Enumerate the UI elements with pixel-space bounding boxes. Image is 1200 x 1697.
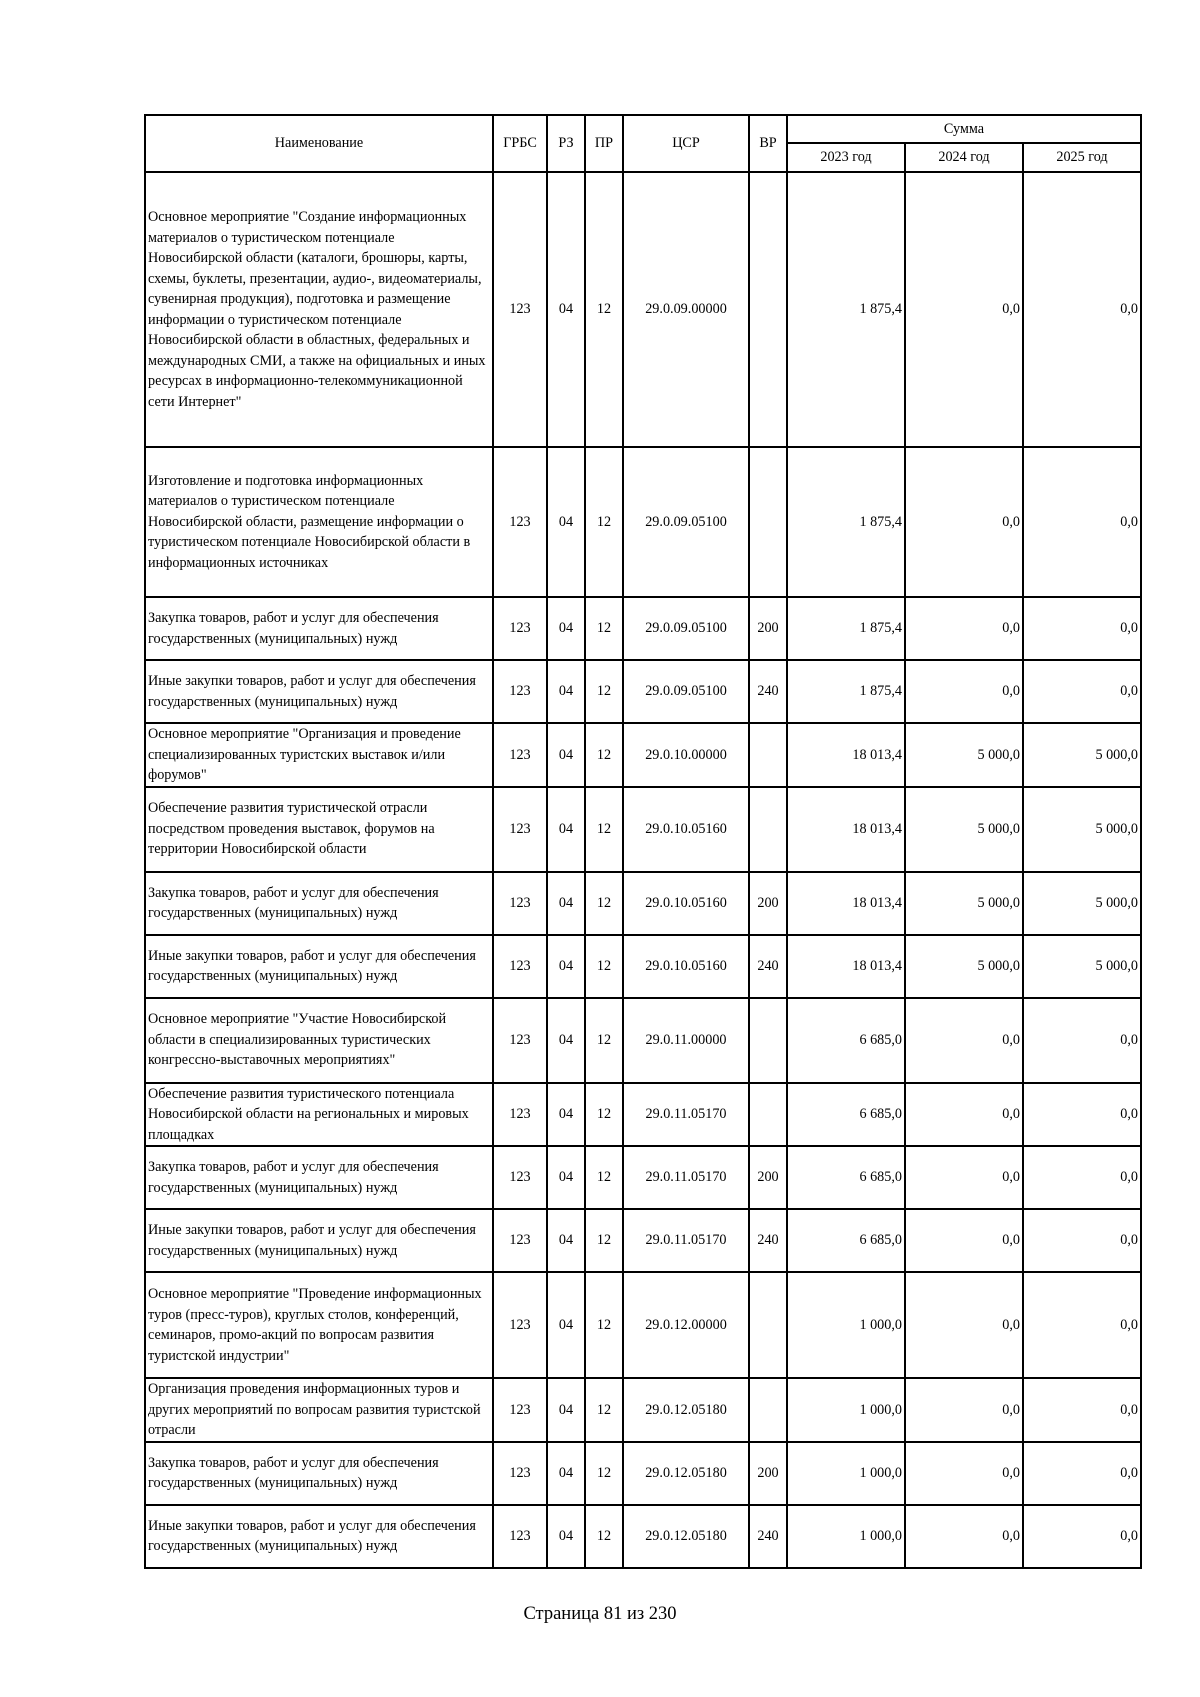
cell-grbs: 123 (493, 447, 547, 597)
cell-csr: 29.0.10.05160 (623, 787, 749, 872)
table-row (145, 935, 1141, 998)
cell-2025: 0,0 (1023, 1146, 1141, 1209)
cell-grbs: 123 (493, 1378, 547, 1442)
cell-2023: 1 000,0 (787, 1505, 905, 1568)
cell-vr (749, 998, 787, 1083)
cell-2023: 18 013,4 (787, 723, 905, 787)
cell-2024: 5 000,0 (905, 872, 1023, 935)
cell-2023: 1 000,0 (787, 1378, 905, 1442)
cell-2024: 0,0 (905, 660, 1023, 723)
table-row (145, 723, 1141, 787)
table-row (145, 1378, 1141, 1442)
cell-name: Организация проведения информационных туров и других мероприятий по вопросам развития туристской отрасли (145, 1378, 493, 1442)
cell-csr: 29.0.09.05100 (623, 447, 749, 597)
cell-name: Обеспечение развития туристического потенциала Новосибирской области на региональных и мировых площадках (145, 1083, 493, 1147)
cell-vr: 200 (749, 1442, 787, 1505)
cell-csr: 29.0.12.05180 (623, 1442, 749, 1505)
col-header-vr: ВР (749, 115, 787, 172)
table-row (145, 1146, 1141, 1209)
col-header-csr: ЦСР (623, 115, 749, 172)
cell-2023: 1 000,0 (787, 1442, 905, 1505)
cell-csr: 29.0.09.05100 (623, 597, 749, 660)
col-header-rz: РЗ (547, 115, 585, 172)
cell-pr: 12 (585, 998, 623, 1083)
page-number: Страница 81 из 230 (523, 1604, 677, 1624)
table-row (145, 872, 1141, 935)
cell-grbs: 123 (493, 1146, 547, 1209)
cell-2024: 0,0 (905, 447, 1023, 597)
cell-2024: 0,0 (905, 1378, 1023, 1442)
cell-pr: 12 (585, 1442, 623, 1505)
table-row (145, 1209, 1141, 1272)
cell-vr: 200 (749, 872, 787, 935)
cell-name: Основное мероприятие "Проведение информационных туров (пресс-туров), круглых столов, конференций, семинаров, промо-акций по вопросам развития туристской индустрии" (145, 1272, 493, 1378)
cell-2024: 5 000,0 (905, 935, 1023, 998)
cell-rz: 04 (547, 1083, 585, 1147)
cell-2025: 0,0 (1023, 597, 1141, 660)
col-header-sum: Сумма (787, 115, 1141, 143)
cell-rz: 04 (547, 1505, 585, 1568)
cell-csr: 29.0.10.00000 (623, 723, 749, 787)
cell-2023: 1 875,4 (787, 447, 905, 597)
cell-rz: 04 (547, 1378, 585, 1442)
cell-2023: 1 875,4 (787, 172, 905, 447)
cell-pr: 12 (585, 872, 623, 935)
header-row-top (145, 115, 1141, 143)
cell-pr: 12 (585, 447, 623, 597)
cell-2023: 1 000,0 (787, 1272, 905, 1378)
cell-2024: 0,0 (905, 1505, 1023, 1568)
cell-pr: 12 (585, 1272, 623, 1378)
cell-vr (749, 447, 787, 597)
cell-pr: 12 (585, 660, 623, 723)
cell-2025: 0,0 (1023, 447, 1141, 597)
cell-name: Изготовление и подготовка информационных материалов о туристическом потенциале Новосибирской области, размещение информации о туристическом потенциале Новосибирской области в информационных источниках (145, 447, 493, 597)
table-row (145, 1083, 1141, 1147)
cell-2025: 0,0 (1023, 1378, 1141, 1442)
cell-rz: 04 (547, 660, 585, 723)
cell-2023: 6 685,0 (787, 1083, 905, 1147)
col-header-pr: ПР (585, 115, 623, 172)
table-row (145, 597, 1141, 660)
cell-vr: 240 (749, 1505, 787, 1568)
cell-rz: 04 (547, 872, 585, 935)
cell-csr: 29.0.12.00000 (623, 1272, 749, 1378)
cell-pr: 12 (585, 1378, 623, 1442)
cell-name: Закупка товаров, работ и услуг для обеспечения государственных (муниципальных) нужд (145, 1442, 493, 1505)
cell-vr: 240 (749, 660, 787, 723)
cell-rz: 04 (547, 935, 585, 998)
cell-vr (749, 1083, 787, 1147)
cell-2023: 1 875,4 (787, 597, 905, 660)
cell-grbs: 123 (493, 660, 547, 723)
cell-rz: 04 (547, 1272, 585, 1378)
cell-2024: 0,0 (905, 1209, 1023, 1272)
cell-2025: 5 000,0 (1023, 935, 1141, 998)
budget-document (144, 114, 1140, 1569)
cell-2025: 0,0 (1023, 1272, 1141, 1378)
cell-name: Иные закупки товаров, работ и услуг для обеспечения государственных (муниципальных) нужд (145, 1505, 493, 1568)
col-header-2023: 2023 год (787, 143, 905, 172)
cell-2025: 0,0 (1023, 1083, 1141, 1147)
cell-2025: 0,0 (1023, 1209, 1141, 1272)
cell-grbs: 123 (493, 1505, 547, 1568)
col-header-grbs: ГРБС (493, 115, 547, 172)
cell-vr: 200 (749, 597, 787, 660)
cell-rz: 04 (547, 787, 585, 872)
cell-2023: 6 685,0 (787, 1209, 905, 1272)
cell-rz: 04 (547, 597, 585, 660)
cell-csr: 29.0.09.05100 (623, 660, 749, 723)
cell-grbs: 123 (493, 872, 547, 935)
cell-pr: 12 (585, 787, 623, 872)
cell-pr: 12 (585, 723, 623, 787)
cell-vr (749, 1378, 787, 1442)
cell-2025: 0,0 (1023, 998, 1141, 1083)
cell-csr: 29.0.10.05160 (623, 872, 749, 935)
cell-grbs: 123 (493, 1209, 547, 1272)
cell-csr: 29.0.11.05170 (623, 1083, 749, 1147)
cell-csr: 29.0.11.05170 (623, 1209, 749, 1272)
cell-pr: 12 (585, 1146, 623, 1209)
cell-2025: 0,0 (1023, 1442, 1141, 1505)
cell-vr (749, 172, 787, 447)
cell-vr: 200 (749, 1146, 787, 1209)
cell-rz: 04 (547, 1146, 585, 1209)
cell-grbs: 123 (493, 723, 547, 787)
table-row (145, 447, 1141, 597)
cell-grbs: 123 (493, 935, 547, 998)
table-row (145, 787, 1141, 872)
cell-name: Иные закупки товаров, работ и услуг для обеспечения государственных (муниципальных) нужд (145, 660, 493, 723)
cell-2025: 5 000,0 (1023, 872, 1141, 935)
table-row (145, 660, 1141, 723)
cell-vr (749, 723, 787, 787)
cell-rz: 04 (547, 998, 585, 1083)
cell-csr: 29.0.10.05160 (623, 935, 749, 998)
cell-2024: 0,0 (905, 1146, 1023, 1209)
table-row (145, 1442, 1141, 1505)
cell-2023: 18 013,4 (787, 787, 905, 872)
cell-rz: 04 (547, 1209, 585, 1272)
table-row (145, 1505, 1141, 1568)
cell-2024: 0,0 (905, 172, 1023, 447)
cell-name: Основное мероприятие "Создание информационных материалов о туристическом потенциале Новосибирской области (каталоги, брошюры, карты, схемы, буклеты, презентации, аудио-, видеоматериалы, сувенирная продукция), подготовка и размещение информации о туристическом потенциале Новосибирской области в областных, федеральных и международных СМИ, а также на официальных и иных ресурсах в информационно-телекоммуникационной сети Интернет" (145, 172, 493, 447)
cell-2023: 6 685,0 (787, 998, 905, 1083)
cell-2025: 5 000,0 (1023, 723, 1141, 787)
cell-2024: 5 000,0 (905, 787, 1023, 872)
cell-2024: 0,0 (905, 1442, 1023, 1505)
cell-2025: 5 000,0 (1023, 787, 1141, 872)
cell-vr (749, 787, 787, 872)
cell-grbs: 123 (493, 787, 547, 872)
cell-vr: 240 (749, 1209, 787, 1272)
cell-grbs: 123 (493, 998, 547, 1083)
cell-rz: 04 (547, 723, 585, 787)
table-row (145, 172, 1141, 447)
cell-pr: 12 (585, 172, 623, 447)
cell-name: Обеспечение развития туристической отрасли посредством проведения выставок, форумов на территории Новосибирской области (145, 787, 493, 872)
cell-2025: 0,0 (1023, 172, 1141, 447)
budget-table (144, 114, 1142, 1569)
table-row (145, 1272, 1141, 1378)
cell-2025: 0,0 (1023, 1505, 1141, 1568)
cell-name: Закупка товаров, работ и услуг для обеспечения государственных (муниципальных) нужд (145, 1146, 493, 1209)
cell-pr: 12 (585, 1209, 623, 1272)
col-header-2024: 2024 год (905, 143, 1023, 172)
cell-pr: 12 (585, 1083, 623, 1147)
cell-name: Основное мероприятие "Организация и проведение специализированных туристских выставок и/или форумов" (145, 723, 493, 787)
cell-rz: 04 (547, 172, 585, 447)
cell-pr: 12 (585, 597, 623, 660)
cell-pr: 12 (585, 1505, 623, 1568)
cell-2023: 6 685,0 (787, 1146, 905, 1209)
cell-2025: 0,0 (1023, 660, 1141, 723)
cell-2024: 0,0 (905, 1083, 1023, 1147)
cell-pr: 12 (585, 935, 623, 998)
cell-csr: 29.0.12.05180 (623, 1378, 749, 1442)
cell-grbs: 123 (493, 172, 547, 447)
cell-2024: 0,0 (905, 1272, 1023, 1378)
cell-name: Закупка товаров, работ и услуг для обеспечения государственных (муниципальных) нужд (145, 597, 493, 660)
col-header-2025: 2025 год (1023, 143, 1141, 172)
cell-grbs: 123 (493, 1083, 547, 1147)
cell-name: Иные закупки товаров, работ и услуг для обеспечения государственных (муниципальных) нужд (145, 1209, 493, 1272)
cell-vr: 240 (749, 935, 787, 998)
col-header-name: Наименование (145, 115, 493, 172)
cell-2023: 18 013,4 (787, 872, 905, 935)
cell-rz: 04 (547, 1442, 585, 1505)
cell-vr (749, 1272, 787, 1378)
cell-rz: 04 (547, 447, 585, 597)
cell-grbs: 123 (493, 1442, 547, 1505)
cell-grbs: 123 (493, 1272, 547, 1378)
cell-name: Закупка товаров, работ и услуг для обеспечения государственных (муниципальных) нужд (145, 872, 493, 935)
cell-csr: 29.0.12.05180 (623, 1505, 749, 1568)
cell-name: Основное мероприятие "Участие Новосибирской области в специализированных туристических конгрессно-выставочных мероприятиях" (145, 998, 493, 1083)
cell-2024: 0,0 (905, 597, 1023, 660)
cell-2024: 0,0 (905, 998, 1023, 1083)
table-row (145, 998, 1141, 1083)
cell-grbs: 123 (493, 597, 547, 660)
cell-csr: 29.0.09.00000 (623, 172, 749, 447)
cell-2023: 1 875,4 (787, 660, 905, 723)
cell-name: Иные закупки товаров, работ и услуг для обеспечения государственных (муниципальных) нужд (145, 935, 493, 998)
cell-csr: 29.0.11.05170 (623, 1146, 749, 1209)
cell-2023: 18 013,4 (787, 935, 905, 998)
cell-2024: 5 000,0 (905, 723, 1023, 787)
cell-csr: 29.0.11.00000 (623, 998, 749, 1083)
